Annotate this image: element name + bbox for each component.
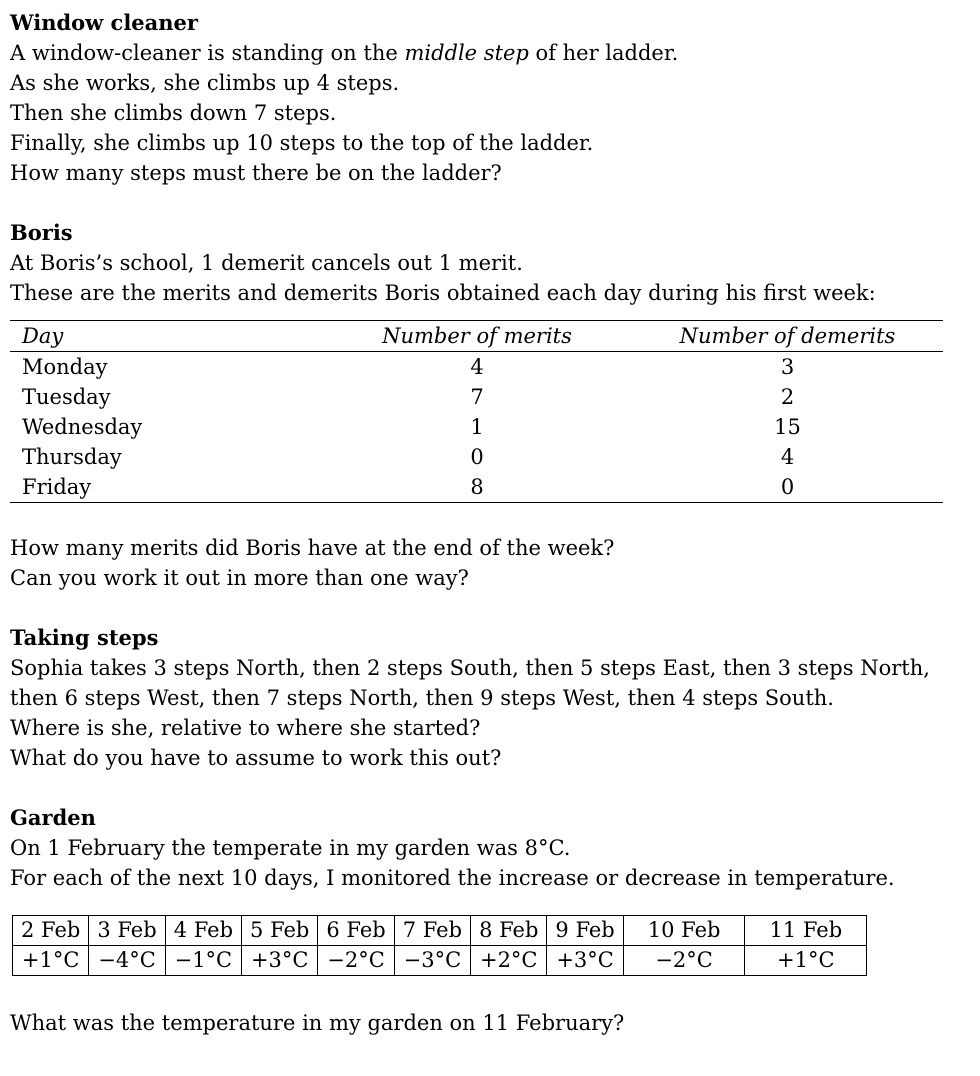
merits-table-header [10,321,943,352]
merits-cell: 4 [470,355,484,379]
boris-line-2: These are the merits and demerits Boris obtained each day during his first week: [10,281,876,305]
date-cell: 5 Feb [242,916,318,946]
change-cell: −1°C [165,946,241,976]
table-row [10,442,943,472]
header-merits: Number of merits [322,321,632,352]
change-cell: −4°C [89,946,165,976]
change-cell: −2°C [623,946,745,976]
taking-steps-line-2: then 6 steps West, then 7 steps North, then 9 steps West, then 4 steps South. [10,686,834,710]
date-cell: 6 Feb [318,916,394,946]
change-cell: +1°C [13,946,89,976]
merits-cell: 7 [470,385,484,409]
header-demerits: Number of demerits [632,321,943,352]
date-cell: 2 Feb [13,916,89,946]
merits-table [10,320,943,503]
boris-question-2: Can you work it out in more than one way? [10,566,469,590]
temperature-table [12,915,867,976]
date-cell: 8 Feb [471,916,547,946]
garden-title: Garden [10,805,96,830]
demerits-cell: 15 [774,415,801,439]
change-cell: −3°C [394,946,470,976]
window-cleaner-line-3: Then she climbs down 7 steps. [10,101,337,125]
boris-title: Boris [10,220,73,245]
demerits-cell: 4 [780,445,795,469]
day-cell: Thursday [22,445,122,469]
date-cell: 7 Feb [394,916,470,946]
day-cell: Tuesday [22,385,111,409]
window-cleaner-line-2: As she works, she climbs up 4 steps. [10,71,400,95]
window-cleaner-line-5: How many steps must there be on the ladder? [10,161,502,185]
taking-steps-line-4: What do you have to assume to work this out? [10,746,502,770]
garden-question: What was the temperature in my garden on 11 February? [10,1011,625,1035]
dates-row [13,916,867,946]
day-cell: Wednesday [22,415,143,439]
garden-section [10,803,980,1038]
date-cell: 3 Feb [89,916,165,946]
window-cleaner-line-1-pre: A window-cleaner is standing on the [10,41,405,65]
day-cell: Monday [22,355,108,379]
change-cell: +2°C [471,946,547,976]
taking-steps-title: Taking steps [10,625,159,650]
boris-line-1: At Boris’s school, 1 demerit cancels out 1 merit. [10,251,523,275]
date-cell: 4 Feb [165,916,241,946]
taking-steps-line-3: Where is she, relative to where she started? [10,716,481,740]
day-cell: Friday [22,475,92,499]
date-cell: 11 Feb [745,916,867,946]
date-cell: 10 Feb [623,916,745,946]
boris-section [10,218,980,593]
change-cell: +3°C [242,946,318,976]
merits-cell: 0 [470,445,484,469]
demerits-cell: 0 [780,475,795,499]
garden-line-1: On 1 February the temperate in my garden was 8°C. [10,836,571,860]
merits-cell: 8 [470,475,484,499]
table-row [10,352,943,383]
table-row [10,382,943,412]
window-cleaner-title: Window cleaner [10,10,198,35]
changes-row [13,946,867,976]
change-cell: +3°C [547,946,623,976]
table-row [10,472,943,503]
garden-line-2: For each of the next 10 days, I monitored the increase or decrease in temperature. [10,866,895,890]
header-day: Day [10,321,322,352]
window-cleaner-line-1-post: of her ladder. [528,41,679,65]
change-cell: +1°C [745,946,867,976]
boris-question-1: How many merits did Boris have at the end of the week? [10,536,615,560]
taking-steps-line-1: Sophia takes 3 steps North, then 2 steps South, then 5 steps East, then 3 steps North, [10,656,930,680]
merits-cell: 1 [470,415,484,439]
taking-steps-section [10,623,980,773]
demerits-cell: 2 [780,385,795,409]
window-cleaner-section [10,8,980,188]
change-cell: −2°C [318,946,394,976]
date-cell: 9 Feb [547,916,623,946]
window-cleaner-line-1 [10,38,980,68]
table-row [10,412,943,442]
window-cleaner-line-4: Finally, she climbs up 10 steps to the top of the ladder. [10,131,594,155]
demerits-cell: 3 [780,355,795,379]
middle-step-emphasis: middle step [404,41,529,65]
